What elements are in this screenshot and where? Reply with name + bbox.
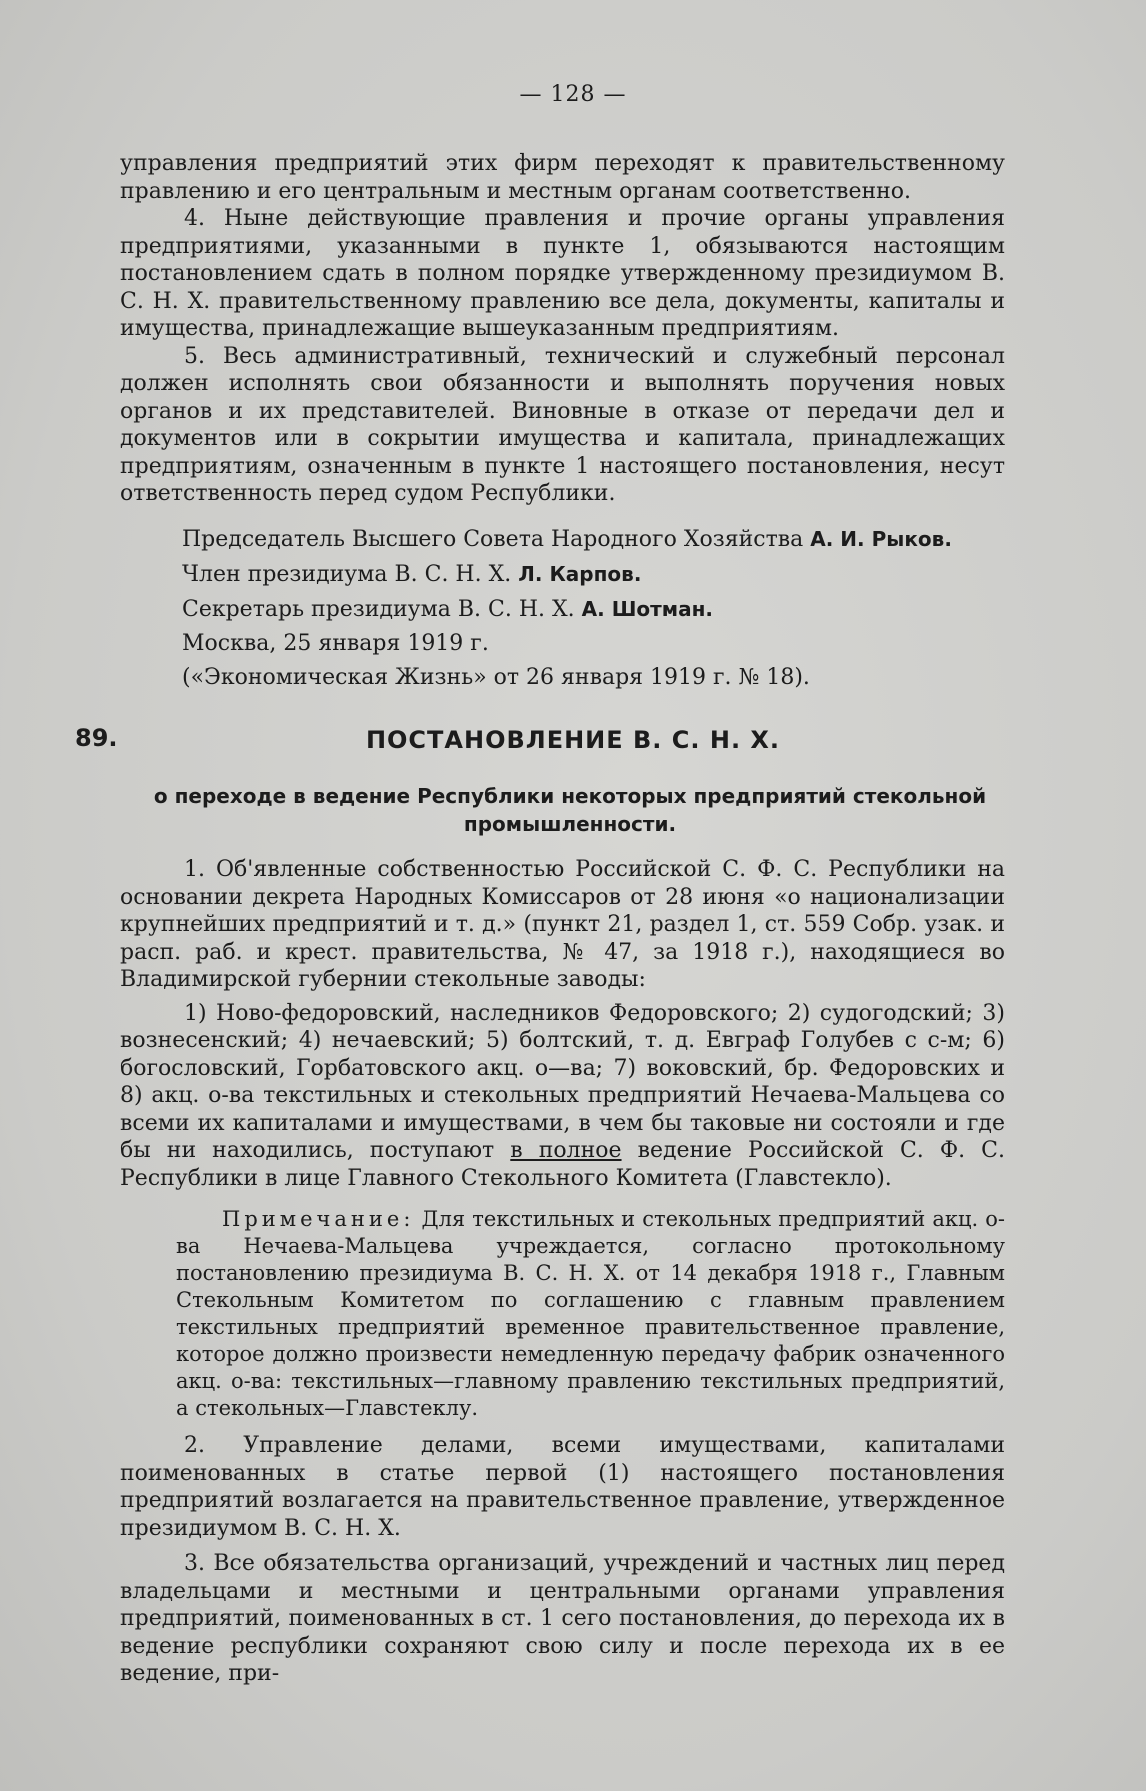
place-date: Москва, 25 января 1919 г.: [182, 631, 489, 656]
continued-text-block: [120, 150, 1005, 508]
document-title: ПОСТАНОВЛЕНИЕ В. С. Н. Х.: [365, 726, 781, 754]
paragraph-5: 5. Весь административный, технический и служебный персонал должен исполнять свои обязанности и выполнять поручения новых органов и их представителей. Виновные в отказе от передачи дел и документов или в сокрытии имущества и капитала, принадлежащих предприятиям, означенным в пункте 1 настоящего постановления, несут ответственность перед судом Республики.: [120, 343, 1005, 506]
note: [176, 1206, 1005, 1422]
signature-chair: [182, 522, 1042, 557]
signature-block: [182, 522, 1042, 695]
signature-secretary: [182, 592, 1042, 627]
chair-name: А. И. Рыков.: [810, 527, 952, 551]
article-1: 1. Об'явленные собственностью Российской С. Ф. С. Республики на основании декрета Народных Комиссаров от 28 июня «о национализации крупнейших предприятий и т. д.» (пункт 21, раздел 1, ст. 559 Собр. узак. и расп. раб. и крест. правительства, № 47, за 1918 г.), находящиеся во Владимирской губернии стекольные заводы:: [120, 857, 1005, 992]
article-3: 3. Все обязательства организаций, учреждений и частных лиц перед владельцами и местными и центральными органами управления предприятий, поименованных в ст. 1 сего постановления, до перехода их в ведение республики сохраняют свою силу и после перехода их в ее ведение, при-: [120, 1551, 1005, 1686]
decree-body: [120, 856, 1005, 1694]
secretary-name: А. Шотман.: [581, 597, 713, 621]
page-number: — 128 —: [519, 82, 627, 107]
chair-role: Председатель Высшего Совета Народного Хозяйства: [182, 527, 804, 552]
enterprise-list: [120, 1000, 1005, 1193]
underlined-phrase: в полное: [510, 1138, 622, 1163]
member-name: Л. Карпов.: [518, 562, 642, 586]
source-citation: («Экономическая Жизнь» от 26 января 1919 г. № 18).: [182, 665, 810, 690]
document-number: 89.: [75, 724, 118, 752]
signature-member: [182, 557, 1042, 592]
enterprise-list-end: ведение Российской С. Ф. С. Республики в лице Главного Стекольного Комитета (Главстекло).: [120, 1138, 1005, 1191]
article-2: 2. Управление делами, всеми имуществами, капиталами поименованных в статье первой (1) настоящего постановления предприятий возлагается на правительственное правление, утвержденное президиумом В. С. Н. Х.: [120, 1433, 1005, 1541]
member-role: Член президиума В. С. Н. Х.: [182, 562, 512, 587]
note-label: Примечание:: [222, 1207, 415, 1231]
secretary-role: Секретарь президиума В. С. Н. Х.: [182, 597, 575, 622]
paragraph-continued: управления предприятий этих фирм переходят к правительственному правлению и его центральным и местным органам соответственно.: [120, 151, 1005, 204]
document-subtitle: о переходе в ведение Республики некоторых предприятий стекольной промышленности.: [153, 784, 987, 836]
paragraph-4: 4. Ныне действующие правления и прочие органы управления предприятиями, указанными в пункте 1, обязываются настоящим постановлением сдать в полном порядке утвержденному президиумом В. С. Н. Х. правительственному правлению все дела, документы, капиталы и имущества, принадлежащие вышеуказанным предприятиям.: [120, 206, 1005, 341]
note-text: Для текстильных и стекольных предприятий акц. о-ва Нечаева-Мальцева учреждается, согласно протокольному постановлению президиума В. С. Н. Х. от 14 декабря 1918 г., Главным Стекольным Комитетом по соглашению с главным правлением текстильных предприятий временное правительственное правление, которое должно произвести немедленную передачу фабрик означенного акц. о-ва: текстильных—главному правлению текстильных предприятий, а стекольных—Главстеклу.: [176, 1207, 1005, 1420]
enterprise-list-text: 1) Ново-федоровский, наследников Федоровского; 2) судогодский; 3) вознесенский; 4) нечаевский; 5) болтский, т. д. Евграф Голубев с с-м; 6) богословский, Горбатовского акц. о—ва; 7) воковский, бр. Федоровских и 8) акц. о-ва текстильных и стекольных предприятий Нечаева-Мальцева со всеми их капиталами и имуществами, в чем бы таковые ни состояли и где бы ни находились, поступают: [120, 1000, 1005, 1163]
